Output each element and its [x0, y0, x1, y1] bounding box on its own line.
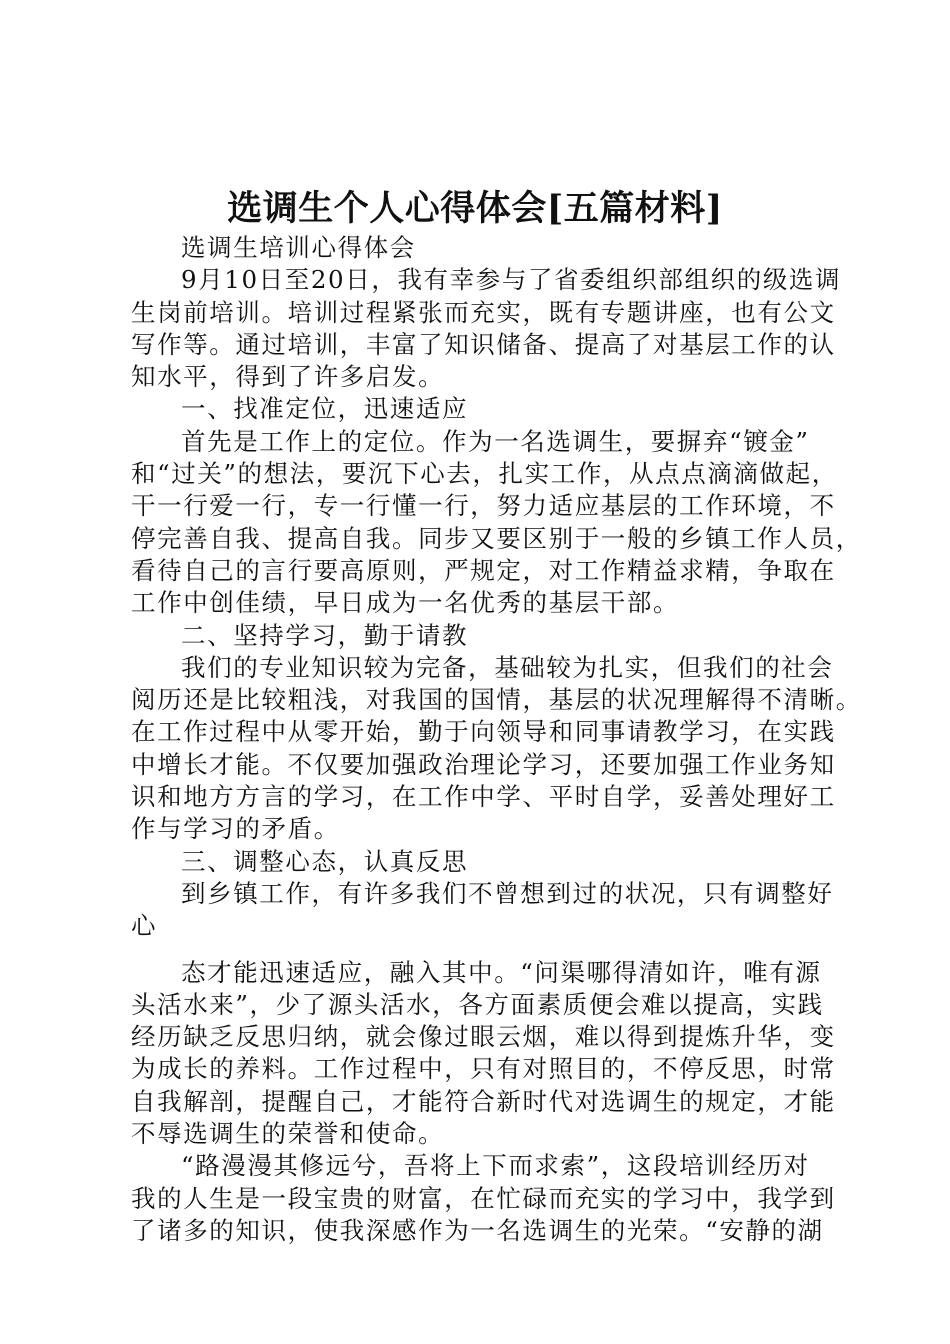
text-line: 9月10日至20日，我有幸参与了省委组织部组织的级选调	[181, 265, 842, 295]
text-line: 生岗前培训。培训过程紧张而充实，既有专题讲座，也有公文	[131, 297, 836, 327]
document-body	[131, 232, 862, 1247]
text-line: 不辱选调生的荣誉和使命。	[131, 1119, 445, 1149]
text-line: 在工作过程中从零开始，勤于向领导和同事请教学习，在实践	[131, 717, 836, 747]
text-line: 干一行爱一行，专一行懂一行，努力适应基层的工作环境，不	[131, 491, 836, 521]
text-line: 写作等。通过培训，丰富了知识储备、提高了对基层工作的认	[131, 329, 836, 359]
text-line: 头活水来”，少了源头活水，各方面素质便会难以提高，实践	[131, 989, 824, 1019]
text-line: 态才能迅速适应，融入其中。“问渠哪得清如许，唯有源	[181, 957, 822, 987]
text-line: 心	[131, 911, 158, 941]
text-line: 选调生培训心得体会	[181, 233, 416, 262]
page-gap	[131, 943, 836, 957]
text-line: 为成长的养料。工作过程中，只有对照目的，不停反思，时常	[131, 1054, 836, 1084]
document-title: 选调生个人心得体会[五篇材料]	[227, 188, 723, 229]
text-line: 经历缺乏反思归纳，就会像过眼云烟，难以得到提炼升华，变	[131, 1022, 836, 1052]
text-line: 二、坚持学习，勤于请教	[181, 620, 469, 650]
text-line: 到乡镇工作，有许多我们不曾想到过的状况，只有调整好	[181, 878, 834, 908]
text-line: 工作中创佳绩，早日成为一名优秀的基层干部。	[131, 588, 680, 618]
text-line: 我们的专业知识较为完备，基础较为扎实，但我们的社会	[181, 652, 834, 682]
text-line: 首先是工作上的定位。作为一名选调生，要摒弃“镀金”	[181, 426, 810, 456]
text-line: 自我解剖，提醒自己，才能符合新时代对选调生的规定，才能	[131, 1086, 836, 1116]
text-line: 一、找准定位，迅速适应	[181, 394, 469, 424]
text-line: 了诸多的知识，使我深感作为一名选调生的光荣。“安静的湖	[131, 1215, 824, 1245]
text-line: 阅历还是比较粗浅，对我国的国情，基层的状况理解得不清晰。	[131, 685, 862, 715]
text-line: 停完善自我、提高自我。同步又要区别于一般的乡镇工作人员，	[131, 523, 862, 553]
text-line: 作与学习的矛盾。	[131, 814, 340, 844]
text-line: 识和地方方言的学习，在工作中学、平时自学，妥善处理好工	[131, 782, 836, 812]
text-line: 看待自己的言行要高原则，严规定，对工作精益求精，争取在	[131, 555, 836, 585]
text-line: 中增长才能。不仅要加强政治理论学习，还要加强工作业务知	[131, 749, 836, 779]
text-line: 我的人生是一段宝贵的财富，在忙碌而充实的学习中，我学到	[131, 1183, 836, 1213]
text-line: 和“过关”的想法，要沉下心去，扎实工作，从点点滴滴做起，	[131, 459, 838, 489]
text-line: 知水平，得到了许多启发。	[131, 362, 445, 392]
text-line: “路漫漫其修远兮，吾将上下而求索”，这段培训经历对	[181, 1151, 810, 1181]
text-line: 三、调整心态，认真反思	[181, 846, 469, 876]
